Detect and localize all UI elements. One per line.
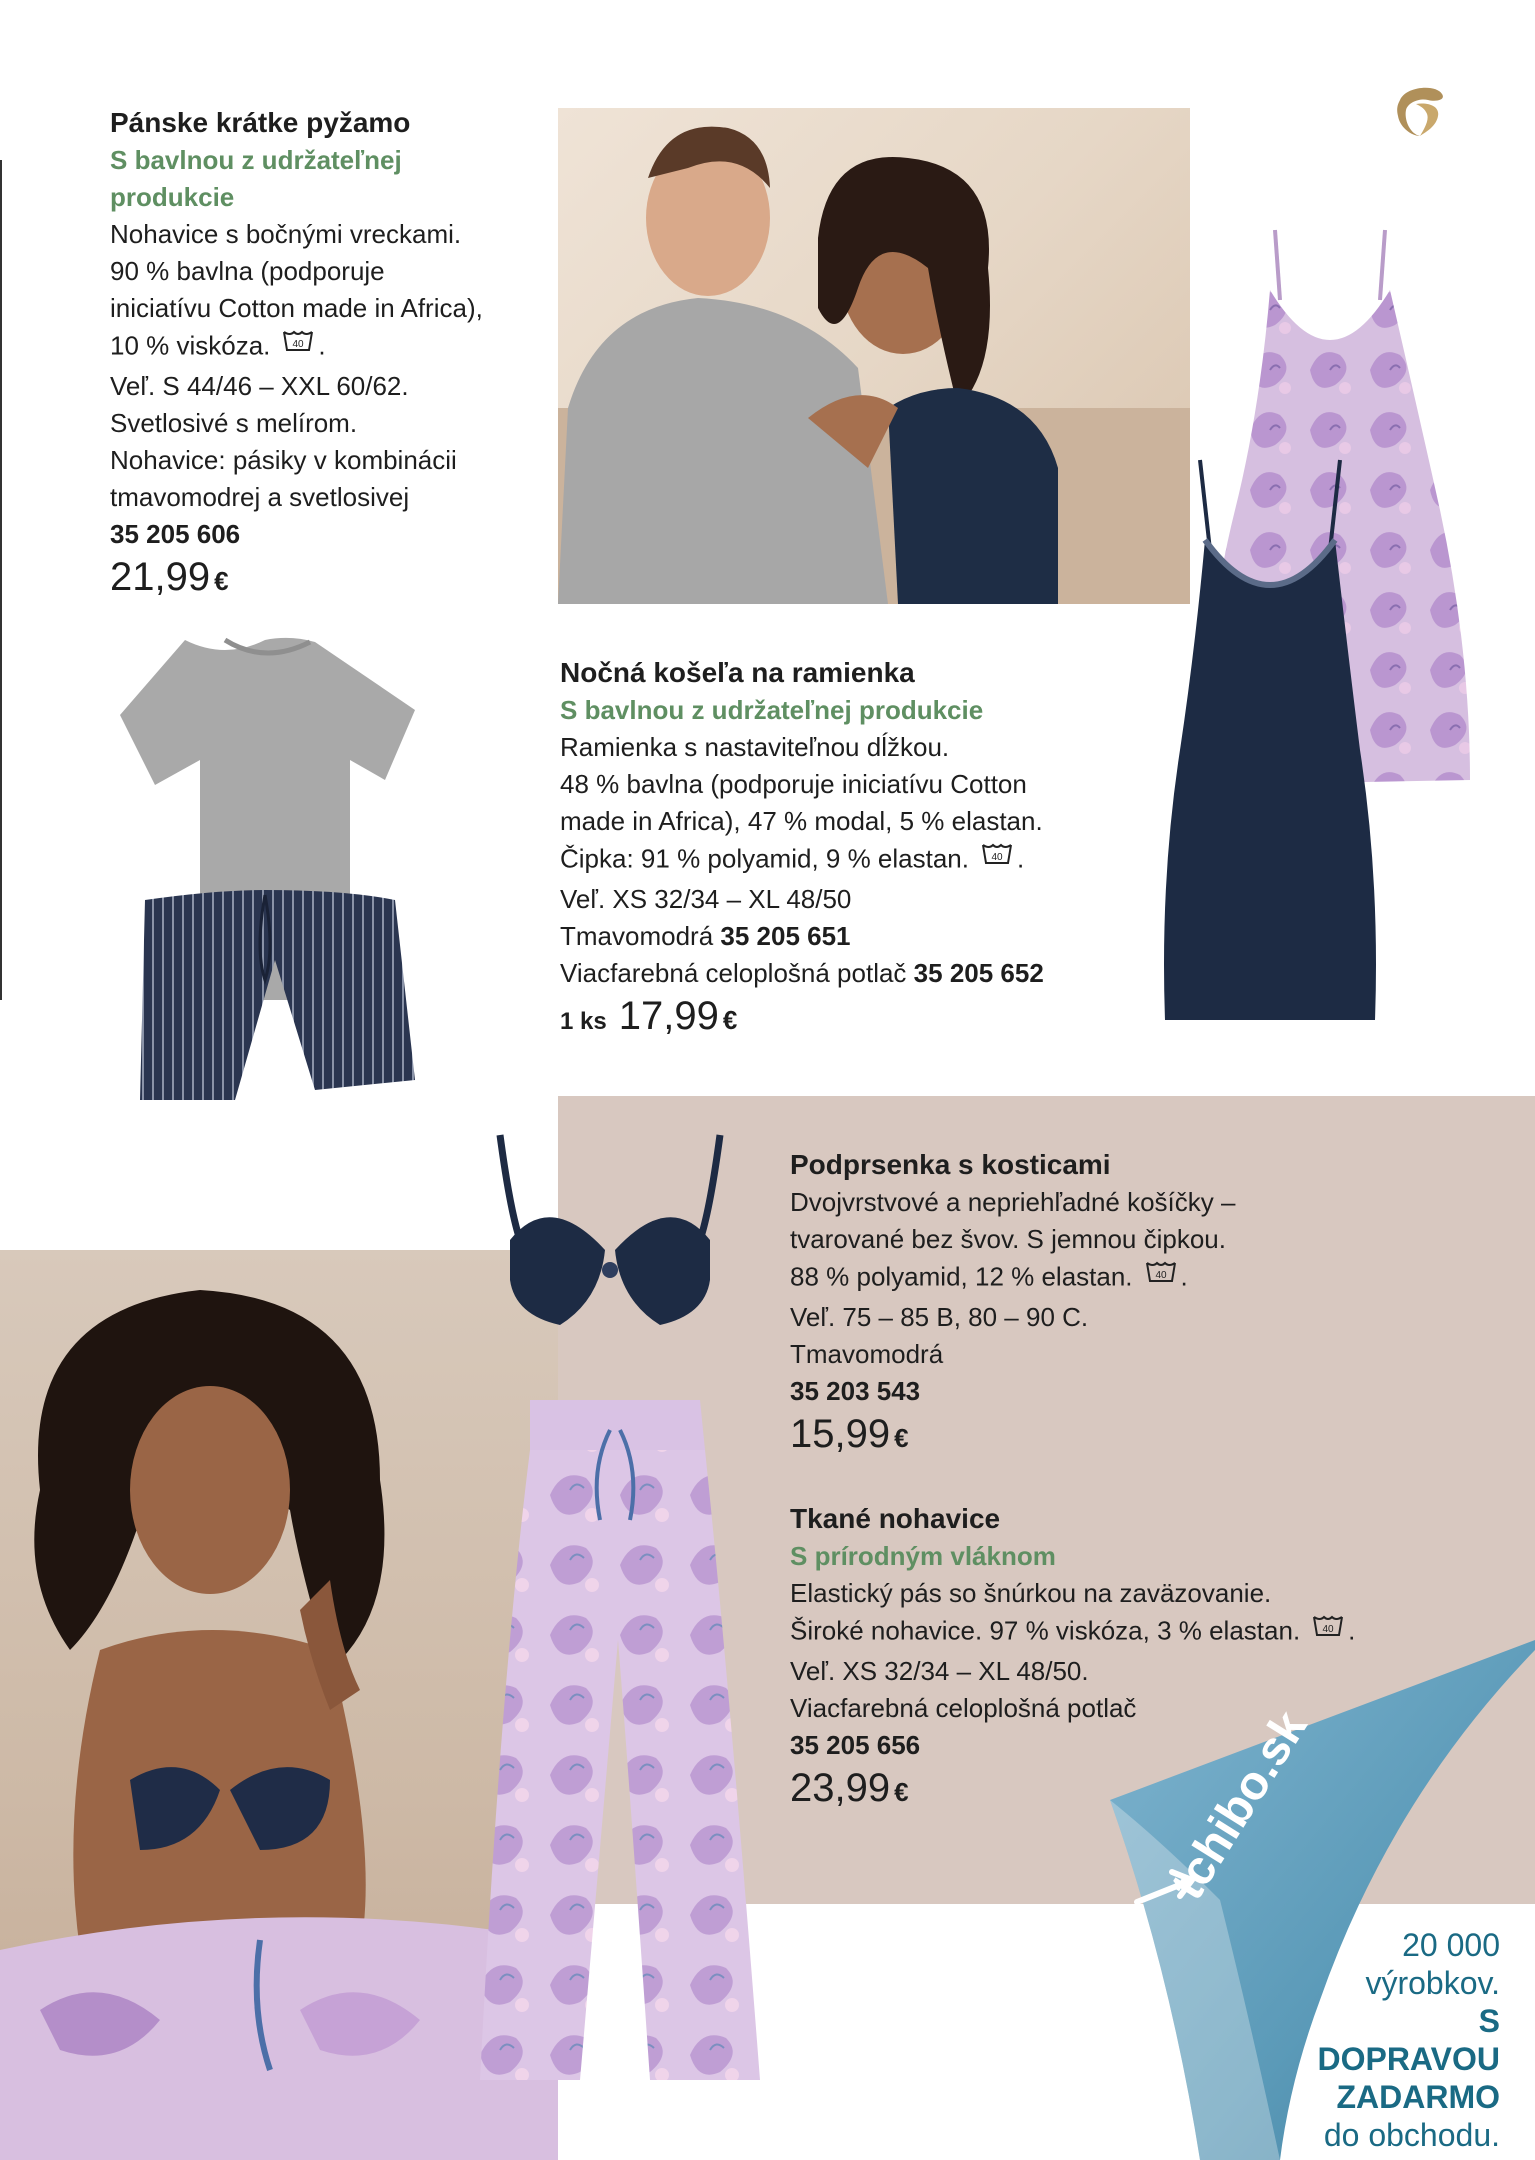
trousers-line: Elastický pás so šnúrkou na zaväzovanie. bbox=[790, 1578, 1272, 1608]
page-edge-line bbox=[0, 160, 2, 1000]
svg-text:40: 40 bbox=[991, 852, 1003, 863]
nightdress-variant2: Viacfarebná celoplošná potlač 35 205 652 bbox=[560, 958, 1044, 988]
pyjama-line-wash: 10 % viskóza. 40 . bbox=[110, 327, 550, 368]
bra-price: 15,99 € bbox=[790, 1412, 909, 1456]
nightdress-subtitle: S bavlnou z udržateľnej produkcie bbox=[560, 695, 984, 725]
bra-line: Tmavomodrá bbox=[790, 1339, 944, 1369]
pyjama-line: 10 % viskóza. bbox=[110, 330, 271, 361]
washing-40-icon bbox=[981, 840, 1013, 877]
pyjama-price: 21,99 € bbox=[110, 555, 229, 599]
promo-line1: 20 000 bbox=[1402, 1927, 1500, 1963]
pyjama-code: 35 205 606 bbox=[110, 519, 241, 549]
svg-text:40: 40 bbox=[1322, 1624, 1334, 1635]
pyjama-subtitle-line2: produkcie bbox=[110, 182, 235, 212]
trousers-price: 23,99 € bbox=[790, 1766, 909, 1810]
svg-text:40: 40 bbox=[1154, 1270, 1167, 1281]
bra-description bbox=[790, 1146, 1350, 1462]
washing-40-icon bbox=[282, 327, 314, 364]
bra-line: tvarované bez švov. S jemnou čipkou. bbox=[790, 1224, 1226, 1254]
pyjama-line: 90 % bavlna (podporuje bbox=[110, 256, 385, 286]
promo-text bbox=[1290, 1926, 1500, 2154]
bra-line: Veľ. 75 – 85 B, 80 – 90 C. bbox=[790, 1302, 1089, 1332]
pyjama-title: Pánske krátke pyžamo bbox=[110, 107, 411, 138]
nightdress-price: 1 ks 17,99 € bbox=[560, 994, 738, 1038]
trousers-line: Veľ. XS 32/34 – XL 48/50. bbox=[790, 1656, 1089, 1686]
bra-line: 88 % polyamid, 12 % elastan. bbox=[790, 1261, 1133, 1292]
couple-photo bbox=[558, 108, 1190, 604]
pyjama-product-image bbox=[115, 620, 445, 1140]
pyjama-line: Nohavice: pásiky v kombinácii bbox=[110, 445, 457, 475]
pyjama-line: Nohavice s bočnými vreckami. bbox=[110, 219, 462, 249]
nightdress-title: Nočná košeľa na ramienka bbox=[560, 657, 915, 688]
promo-line3: S DOPRAVOU bbox=[1317, 2003, 1500, 2077]
bra-code: 35 203 543 bbox=[790, 1376, 921, 1406]
tchibo-logo-icon bbox=[1386, 78, 1452, 144]
promo-line5: do obchodu. bbox=[1323, 2117, 1500, 2153]
trousers-title: Tkané nohavice bbox=[790, 1503, 1001, 1534]
pyjama-line: tmavomodrej a svetlosivej bbox=[110, 482, 410, 512]
pyjama-line: Veľ. S 44/46 – XXL 60/62. bbox=[110, 371, 409, 401]
washing-40-icon bbox=[1145, 1258, 1177, 1295]
tchibo-site-label[interactable]: tchibo.sk bbox=[1160, 1701, 1318, 1909]
nightdress-line: Čipka: 91 % polyamid, 9 % elastan. bbox=[560, 843, 969, 874]
trousers-line-wash: Široké nohavice. 97 % viskóza, 3 % elastan. 40 . bbox=[790, 1612, 1410, 1653]
bra-line-wash: 88 % polyamid, 12 % elastan. 40 . bbox=[790, 1258, 1350, 1299]
bra-product-image bbox=[490, 1130, 730, 1340]
pyjama-line: iniciatívu Cotton made in Africa), bbox=[110, 293, 483, 323]
trousers-line: Viacfarebná celoplošná potlač bbox=[790, 1693, 1137, 1723]
nightdress-line: 48 % bavlna (podporuje iniciatívu Cotton bbox=[560, 769, 1027, 799]
promo-line4: ZADARMO bbox=[1336, 2079, 1500, 2115]
promo-line2: výrobkov. bbox=[1365, 1965, 1500, 2001]
pyjama-line: Svetlosivé s melírom. bbox=[110, 408, 358, 438]
nightdress-line: Ramienka s nastaviteľnou dĺžkou. bbox=[560, 732, 950, 762]
pyjama-subtitle-line1: S bavlnou z udržateľnej bbox=[110, 145, 402, 175]
bra-title: Podprsenka s kosticami bbox=[790, 1149, 1111, 1180]
trousers-code: 35 205 656 bbox=[790, 1730, 921, 1760]
trousers-line: Široké nohavice. 97 % viskóza, 3 % elastan. bbox=[790, 1615, 1301, 1646]
nightdress-line: Veľ. XS 32/34 – XL 48/50 bbox=[560, 884, 852, 914]
bra-line: Dvojvrstvové a nepriehľadné košíčky – bbox=[790, 1187, 1236, 1217]
nightdress-description bbox=[560, 654, 1120, 1046]
nightdress-navy-image bbox=[1150, 450, 1390, 1030]
trousers-product-image bbox=[470, 1390, 770, 2090]
trousers-subtitle: S prírodným vláknom bbox=[790, 1541, 1056, 1571]
nightdress-line-wash: Čipka: 91 % polyamid, 9 % elastan. 40 . bbox=[560, 840, 1120, 881]
nightdress-variant1: Tmavomodrá 35 205 651 bbox=[560, 921, 851, 951]
nightdress-line: made in Africa), 47 % modal, 5 % elastan. bbox=[560, 806, 1043, 836]
svg-text:40: 40 bbox=[292, 339, 304, 350]
pyjama-description bbox=[110, 104, 550, 605]
